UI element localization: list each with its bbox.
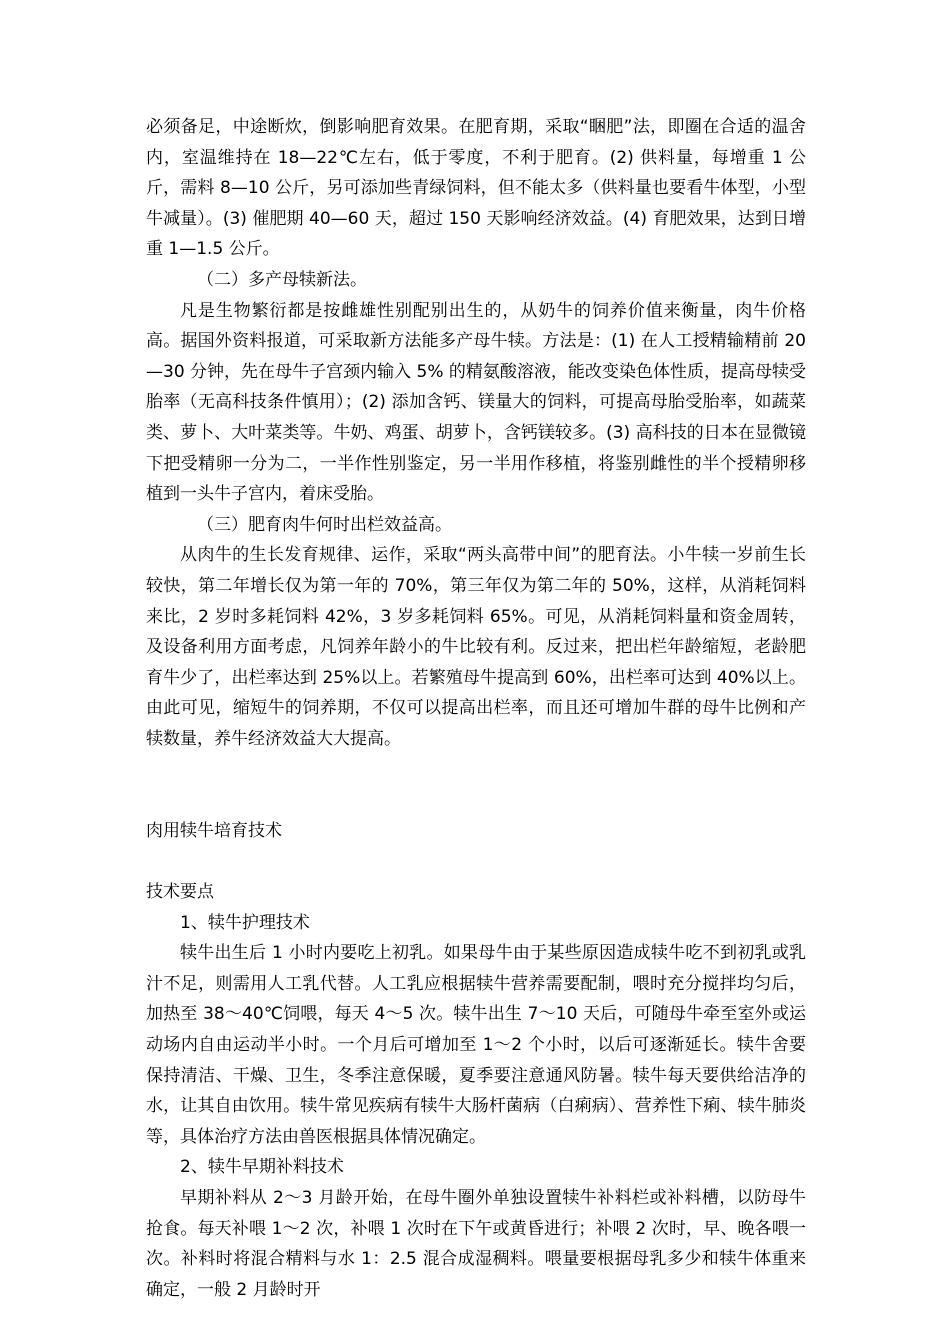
paragraph-more-female-calves: 凡是生物繁衍都是按雌雄性别配别出生的，从奶牛的饲养价值来衡量，肉牛价格高。据国外资料报道，可采取新方法能多产母牛犊。方法是：(1) 在人工授精输精前 20—30 分钟，先在母牛子宫颈内输入 5% 的精氨酸溶液，能改变染色体性质，提高母犊受胎率（无高科技条件慎用）；(2) 添加含钙、镁量大的饲料，可提高母胎受胎率，如蔬菜类、萝卜、大叶菜类等。牛奶、鸡蛋、胡萝卜，含钙镁较多。(3) 高科技的日本在显微镜下把受精卵一分为二，一半作性别鉴定，另一半用作移植，将鉴别雌性的半个授精卵移植到一头牛子宫内，着床受胎。 — [146, 300, 806, 505]
section-heading-best-slaughter-time: （三）肥育肉牛何时出栏效益高。 — [197, 514, 452, 535]
paragraph-best-slaughter-time: 从肉牛的生长发育规律、运作，采取“两头高带中间”的肥育法。小牛犊一岁前生长较快，第二年增长仅为第一年的 70%，第三年仅为第二年的 50%，这样，从消耗饲料来比，2 岁时多耗饲料 42%，3 岁多耗饲料 65%。可见，从消耗饲料量和资金周转，及设备利用方面考虑，凡饲养年龄小的牛比较有利。反过来，把出栏年龄缩短，老龄肥育牛少了，出栏率达到 25%以上。若繁殖母牛提高到 60%，出栏率可达到 40%以上。由此可见，缩短牛的饲养期，不仅可以提高出栏率，而且还可增加牛群的母牛比例和产犊数量，养牛经济效益大大提高。 — [146, 545, 806, 749]
paragraph-calf-care: 犊牛出生后 1 小时内要吃上初乳。如果母牛由于某些原因造成犊牛吃不到初乳或乳汁不足，则需用人工乳代替。人工乳应根据犊牛营养需要配制，喂时充分搅拌均匀后，加热至 38～40℃饲喂，每天 4～5 次。犊牛出生 7～10 天后，可随母牛牵至室外或运动场内自由运动半小时。一个月后可增加至 1～2 个小时，以后可逐渐延长。犊牛舍要保持清洁、干燥、卫生，冬季注意保暖，夏季要注意通风防暑。犊牛每天要供给洁净的水，让其自由饮用。犊牛常见疾病有犊牛大肠杆菌病（白痢病）、营养性下痢、犊牛肺炎等，具体治疗方法由兽医根据具体情况确定。 — [146, 943, 806, 1147]
section-heading-more-female-calves: （二）多产母犊新法。 — [197, 269, 367, 290]
paragraph-early-feeding: 早期补料从 2～3 月龄开始，在母牛圈外单独设置犊牛补料栏或补料槽，以防母牛抢食。每天补喂 1～2 次，补喂 1 次时在下午或黄昏进行；补喂 2 次时，早、晚各喂一次。补料时将混合精料与水 1：2.5 混合成湿稠料。喂量要根据母乳多少和犊牛体重来确定，一般 2 月龄时开 — [146, 1188, 806, 1300]
document-title: 肉用犊牛培育技术 — [146, 821, 282, 842]
document-content — [146, 112, 806, 1305]
section-spacer — [146, 754, 806, 816]
key-points-heading: 技术要点 — [146, 882, 214, 903]
subsection-heading-calf-care: 1、犊牛护理技术 — [180, 912, 310, 933]
title-spacer — [146, 847, 806, 877]
subsection-heading-early-feeding: 2、犊牛早期补料技术 — [180, 1157, 344, 1178]
paragraph-fattening-continued: 必须备足，中途断炊，倒影响肥育效果。在肥育期，采取“睏肥”法，即圈在合适的温舍内，室温维持在 18—22℃左右，低于零度，不利于肥育。(2) 供料量，每增重 1 公斤，需料 8—10 公斤，另可添加些青绿饲料，但不能太多（供料量也要看牛体型，小型牛减量）。(3) 催肥期 40—60 天，超过 150 天影响经济效益。(4) 育肥效果，达到日增重 1—1.5 公斤。 — [146, 117, 806, 260]
